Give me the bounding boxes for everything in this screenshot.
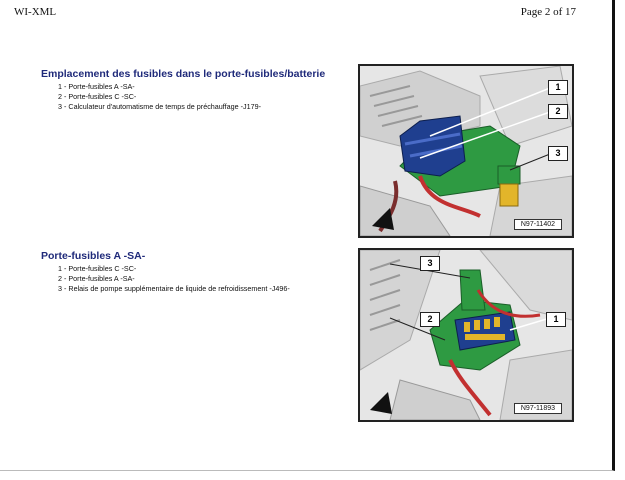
figure-battery-fuse-box	[358, 64, 574, 238]
callout-3: 3	[548, 146, 568, 161]
section-title: Emplacement des fusibles dans le porte-fusibles/batterie	[41, 68, 326, 80]
legend-item: 2 - Porte-fusibles A -SA-	[58, 274, 135, 283]
figure-fuse-holder-a	[358, 248, 574, 422]
page-indicator: Page 2 of 17	[520, 6, 576, 18]
legend-item: 1 - Porte-fusibles C -SC-	[58, 264, 137, 273]
callout-1: 1	[546, 312, 566, 327]
legend-list	[58, 82, 325, 112]
figure-code-label: N97-11402	[514, 219, 562, 230]
section-fuse-holder-a	[41, 250, 290, 294]
callout-1: 1	[548, 80, 568, 95]
legend-item: 2 - Porte-fusibles C -SC-	[58, 92, 137, 101]
fuse-holder-illustration	[360, 250, 572, 420]
figure-code-label: N97-11893	[514, 403, 562, 414]
legend-item: 3 - Relais de pompe supplémentaire de liquide de refroidissement -J496-	[58, 284, 290, 293]
section-fuse-location	[41, 68, 325, 112]
document-title: WI-XML	[14, 6, 57, 18]
section-title: Porte-fusibles A -SA-	[41, 250, 146, 262]
legend-item: 1 - Porte-fusibles A -SA-	[58, 82, 135, 91]
callout-3: 3	[420, 256, 440, 271]
legend-list	[58, 264, 290, 294]
legend-item: 3 - Calculateur d'automatisme de temps de préchauffage -J179-	[58, 102, 262, 111]
engine-bay-illustration	[360, 66, 572, 236]
callout-2: 2	[548, 104, 568, 119]
callout-2: 2	[420, 312, 440, 327]
